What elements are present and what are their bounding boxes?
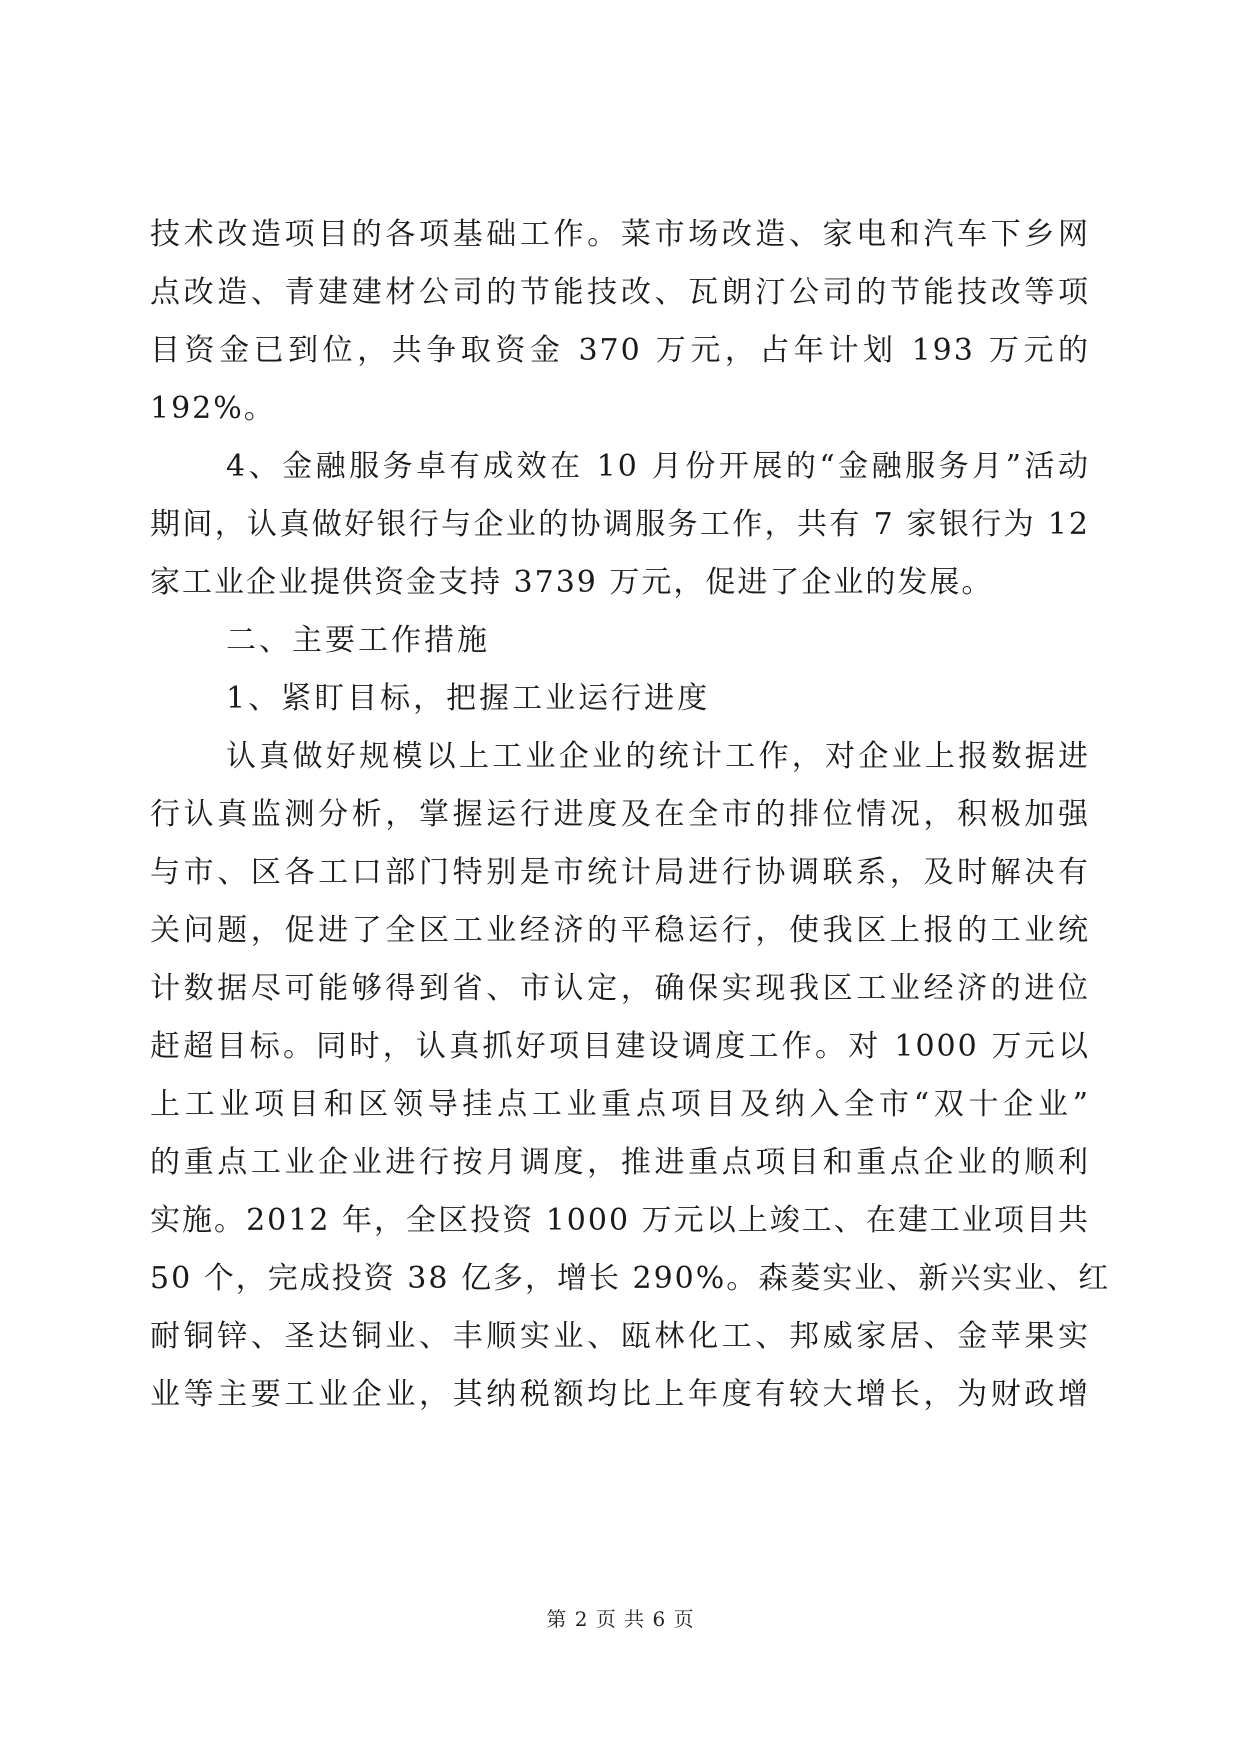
paragraph-line: 行认真监测分析，掌握运行进度及在全市的排位情况，积极加强 — [150, 797, 1090, 832]
paragraph-line: 上工业项目和区领导挂点工业重点项目及纳入全市“双十企业” — [150, 1087, 1090, 1122]
paragraph-line: 与市、区各工口部门特别是市统计局进行协调联系，及时解决有 — [150, 855, 1090, 890]
paragraph-line: 关问题，促进了全区工业经济的平稳运行，使我区上报的工业统 — [150, 913, 1090, 948]
subsection-heading: 1、紧盯目标，把握工业运行进度 — [226, 681, 711, 716]
paragraph-line: 目资金已到位，共争取资金 370 万元，占年计划 193 万元的 — [150, 333, 1090, 368]
paragraph-line: 耐铜锌、圣达铜业、丰顺实业、瓯林化工、邦威家居、金苹果实 — [150, 1319, 1090, 1354]
paragraph-line: 技术改造项目的各项基础工作。菜市场改造、家电和汽车下乡网 — [150, 217, 1090, 252]
paragraph-line: 家工业企业提供资金支持 3739 万元，促进了企业的发展。 — [150, 565, 994, 600]
section-heading: 二、主要工作措施 — [226, 623, 490, 658]
paragraph-line: 期间，认真做好银行与企业的协调服务工作，共有 7 家银行为 12 — [150, 507, 1090, 542]
paragraph-line: 的重点工业企业进行按月调度，推进重点项目和重点企业的顺利 — [150, 1145, 1090, 1180]
paragraph-line: 业等主要工业企业，其纳税额均比上年度有较大增长，为财政增 — [150, 1377, 1090, 1412]
paragraph-line: 计数据尽可能够得到省、市认定，确保实现我区工业经济的进位 — [150, 971, 1090, 1006]
paragraph-line: 4、金融服务卓有成效在 10 月份开展的“金融服务月”活动 — [226, 449, 1090, 484]
paragraph-line: 认真做好规模以上工业企业的统计工作，对企业上报数据进 — [226, 739, 1090, 774]
paragraph-line: 192%。 — [150, 391, 276, 426]
paragraph-line: 50 个，完成投资 38 亿多，增长 290%。森菱实业、新兴实业、红 — [150, 1261, 1111, 1296]
page-number-footer: 第 2 页 共 6 页 — [546, 1607, 695, 1631]
paragraph-line: 点改造、青建建材公司的节能技改、瓦朗汀公司的节能技改等项 — [150, 275, 1090, 310]
paragraph-line: 赶超目标。同时，认真抓好项目建设调度工作。对 1000 万元以 — [150, 1029, 1090, 1064]
paragraph-line: 实施。2012 年，全区投资 1000 万元以上竣工、在建工业项目共 — [150, 1203, 1090, 1238]
